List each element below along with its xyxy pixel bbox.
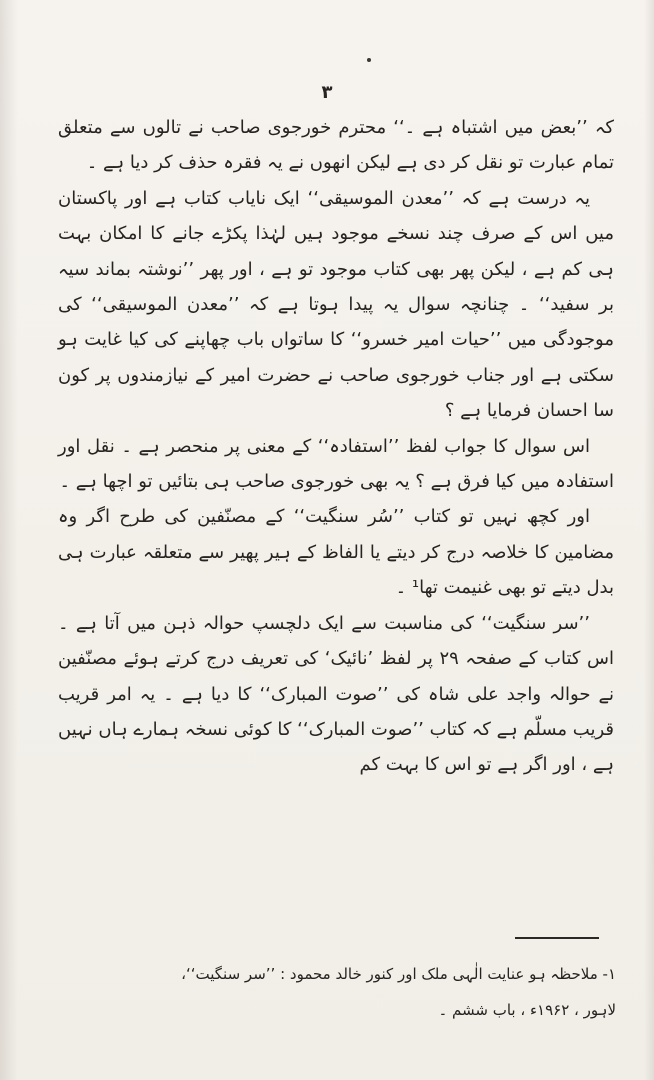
text-line: پھر ’’نوشتہ بماند سیہ بر سفید‘‘ ۔ چنانچہ سوال یہ پیدا ہوتا ہے کہ	[58, 258, 614, 316]
text-line: پاکستان میں اس کے صرف چند نسخے موجود ہیں لہٰذا پکڑے جانے	[58, 187, 614, 245]
text-line: ’’سر سنگیت‘‘ کی مناسبت سے ایک دلچسپ حوالہ ذہن میں	[127, 612, 590, 634]
text-line: یہ درست ہے کہ ’’معدن الموسیقی‘‘ ایک نایاب کتاب ہے اور	[124, 187, 590, 209]
paragraph	[58, 429, 614, 500]
text-line: ’’معدن الموسیقی‘‘ کی موجودگی میں ’’حیات امیر خسرو‘‘ کا ساتواں	[58, 294, 614, 351]
text-line: کا امکان بہت ہی کم ہے ، لیکن پھر بھی کتاب موجود تو ہے ، اور	[58, 223, 614, 280]
text-line: نقل اور استفادہ میں کیا فرق ہے ؟ یہ بھی خورجوی صاحب ہی بتائیں	[58, 435, 614, 493]
page-gutter-shadow	[0, 0, 18, 1080]
text-line: تو اچھا ہے ۔	[59, 471, 153, 493]
footnote-line: لاہور ، ۱۹۶۲ء ، باب ششم ۔	[438, 1001, 616, 1019]
text-line: متعلق تمام عبارت تو نقل کر دی ہے لیکن انھوں نے یہ فقرہ حذف	[58, 117, 614, 174]
paragraph	[58, 499, 614, 605]
text-line: اگر وہ مضامین کا خلاصہ درج کر دیتے یا الفاظ کے ہیر پھیر سے	[58, 506, 614, 563]
text-line: نے حضرت امیر کے نیازمندوں پر کون سا احسان فرمایا ہے ؟	[58, 364, 614, 422]
text-line: متعلقہ عبارت ہی بدل دیتے تو بھی غنیمت تھا¹ ۔	[58, 541, 614, 599]
text-line: کا کوئی نسخہ ہمارے ہاں نہیں ہے ، اور اگر ہے تو اس کا بہت کم	[58, 718, 614, 776]
page-edge-shadow	[644, 0, 654, 1080]
paragraph	[58, 110, 614, 181]
footnote-separator	[515, 937, 599, 939]
text-line: کہ ’’بعض میں اشتباہ ہے ۔‘‘ محترم خورجوی صاحب نے تالوں سے	[109, 117, 614, 138]
text-line: کرتے ہوئے مصنّفین نے حوالہ واجد علی شاہ کی ’’صوت المبارک‘‘	[58, 648, 614, 705]
text-line: اس سوال کا جواب لفظ ’’استفادہ‘‘ کے معنی پر منحصر ہے ۔	[121, 435, 590, 457]
text-line: کر دیا ہے ۔	[86, 152, 173, 174]
paragraph	[58, 606, 614, 783]
footnote-line: ۱- ملاحظہ ہو عنایت الٰہی ملک اور کنور خالد محمود : ’’سر سنگیت‘‘،	[181, 965, 616, 983]
footnote	[50, 956, 616, 1028]
text-line: باب چھاپنے کی کیا غایت ہو سکتی ہے اور جناب خورجوی صاحب	[58, 329, 614, 386]
text-line: اور کچھ نہیں تو کتاب ’’سُر سنگیت‘‘ کے مصنّفین کی طرح	[119, 506, 590, 528]
ink-speck	[367, 58, 371, 62]
paragraph	[58, 181, 614, 429]
body-text	[58, 110, 614, 783]
page-number: ٣	[321, 82, 333, 103]
text-line: آتا ہے ۔ اس کتاب کے صفحہ ۲۹ پر لفظ ’نائیک‘ کی تعریف درج	[58, 612, 614, 670]
text-line: کا دیا ہے ۔ یہ امر قریب قریب مسلّم ہے کہ کتاب ’’صوت المبارک‘‘	[58, 683, 614, 740]
